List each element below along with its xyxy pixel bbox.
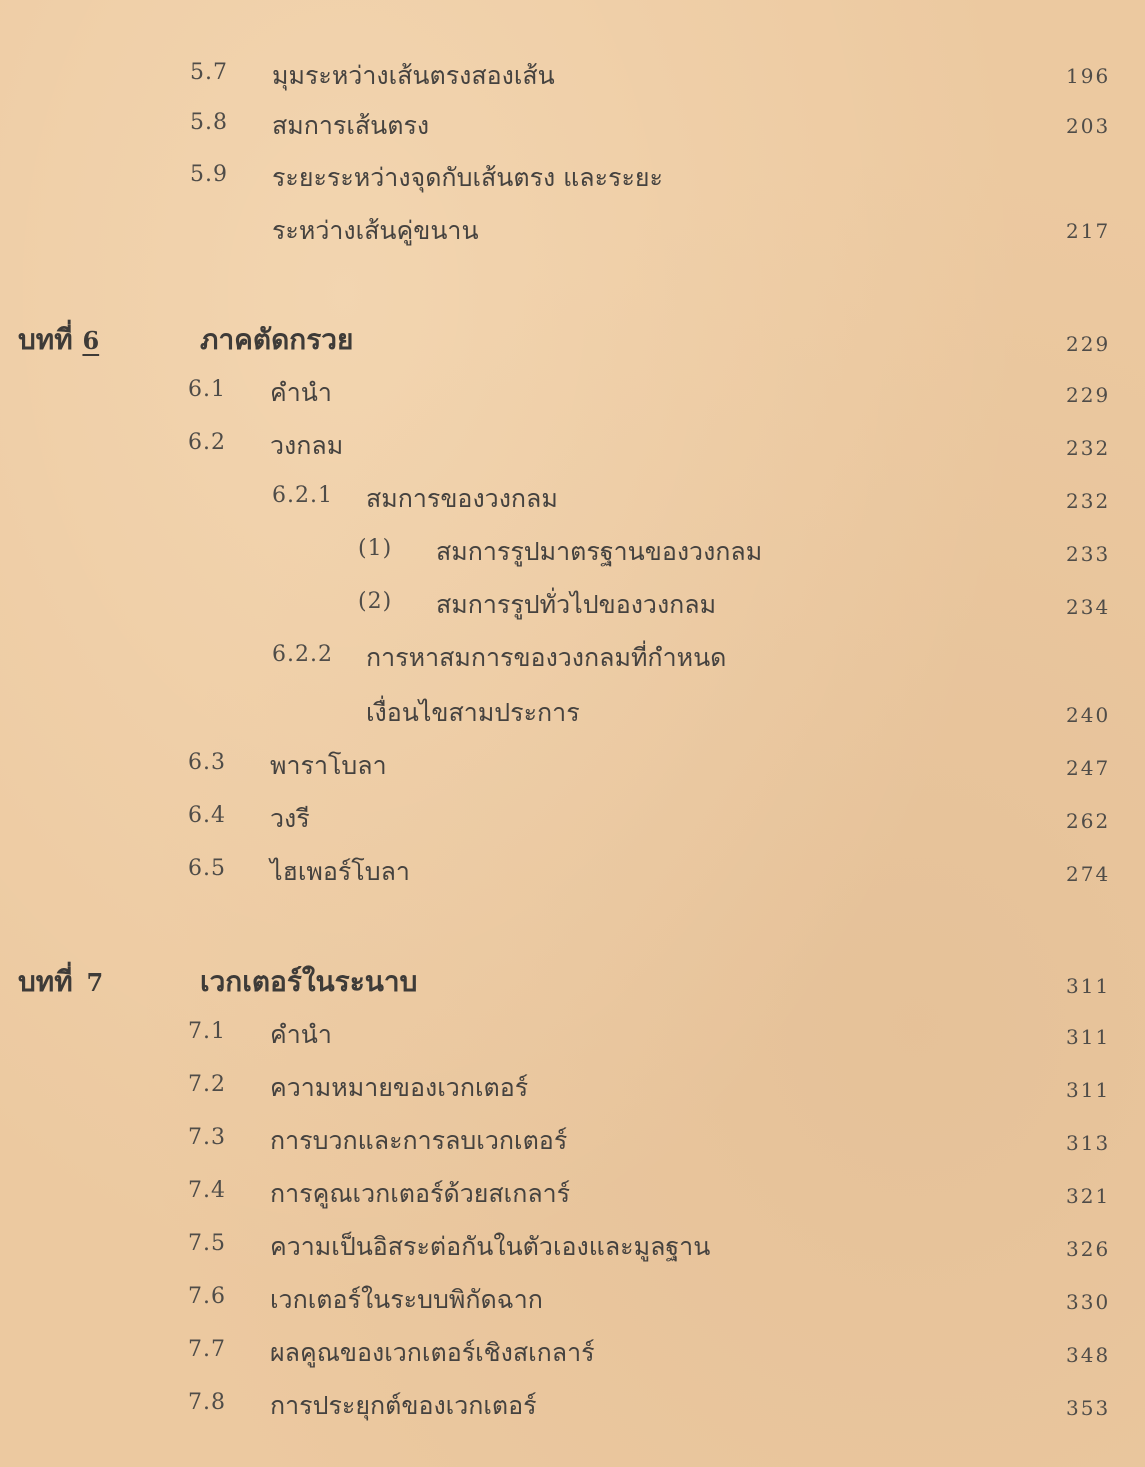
section-title: พาราโบลา <box>270 751 387 780</box>
chapter-title: ภาคตัดกรวย <box>200 323 354 356</box>
toc-entry-7-3 <box>0 1123 1145 1163</box>
page-number: 313 <box>1066 1131 1111 1155</box>
section-title: คำนำ <box>270 1020 332 1049</box>
section-title: ผลคูณของเวกเตอร์เชิงสเกลาร์ <box>270 1338 595 1367</box>
chapter-title: เวกเตอร์ในระนาบ <box>200 965 418 998</box>
section-number: 6.5 <box>188 856 226 881</box>
page-number: 232 <box>1066 436 1111 460</box>
toc-entry-6-2-1-1 <box>0 534 1145 574</box>
section-title: วงรี <box>270 804 310 833</box>
toc-entry-6-2-1-2 <box>0 587 1145 627</box>
section-number: 6.3 <box>188 750 226 775</box>
page-number: 203 <box>1066 114 1111 138</box>
page-number: 196 <box>1066 64 1111 88</box>
toc-entry-7-4 <box>0 1176 1145 1216</box>
page-number: 326 <box>1066 1237 1111 1261</box>
toc-entry-7-5 <box>0 1229 1145 1269</box>
section-title: ระยะระหว่างจุดกับเส้นตรง และระยะ <box>272 163 663 192</box>
page-number: 234 <box>1066 595 1111 619</box>
toc-entry-6-2-1 <box>0 481 1145 521</box>
page-number: 321 <box>1066 1184 1111 1208</box>
page-number: 311 <box>1066 1025 1111 1049</box>
section-number: 7.7 <box>188 1337 226 1362</box>
section-title: สมการรูปมาตรฐานของวงกลม <box>436 537 763 566</box>
toc-entry-6-2-2 <box>0 640 1145 680</box>
section-number: 7.2 <box>188 1072 226 1097</box>
toc-entry-6-1 <box>0 375 1145 415</box>
page-number: 353 <box>1066 1396 1111 1420</box>
section-number: 7.3 <box>188 1125 226 1150</box>
page-number: 311 <box>1066 974 1111 998</box>
toc-entry-7-1 <box>0 1017 1145 1057</box>
section-title-line2: ระหว่างเส้นคู่ขนาน <box>272 216 479 245</box>
section-number: 5.8 <box>190 110 228 135</box>
toc-entry-7-8 <box>0 1388 1145 1428</box>
toc-entry-7-2 <box>0 1070 1145 1110</box>
toc-entry-5-9-cont <box>0 213 1145 253</box>
page-number: 229 <box>1066 332 1111 356</box>
toc-entry-7-6 <box>0 1282 1145 1322</box>
toc-entry-6-2 <box>0 428 1145 468</box>
section-number: 6.2.1 <box>272 483 333 508</box>
page-number: 229 <box>1066 383 1111 407</box>
section-title: การบวกและการลบเวกเตอร์ <box>270 1126 568 1155</box>
section-number: 6.4 <box>188 803 226 828</box>
section-number: (1) <box>358 536 393 561</box>
toc-entry-5-8 <box>0 108 1145 148</box>
page-number: 232 <box>1066 489 1111 513</box>
section-title: การหาสมการของวงกลมที่กำหนด <box>366 643 727 672</box>
page-number: 262 <box>1066 809 1111 833</box>
page-number: 247 <box>1066 756 1111 780</box>
chapter-label: บทที่ 7 <box>18 965 104 998</box>
page-number: 274 <box>1066 862 1111 886</box>
section-number: 5.7 <box>190 60 228 85</box>
section-number: 5.9 <box>190 162 228 187</box>
section-number: 6.2 <box>188 430 226 455</box>
toc-entry-7-7 <box>0 1335 1145 1375</box>
section-number: (2) <box>358 589 393 614</box>
page-number: 233 <box>1066 542 1111 566</box>
toc-entry-6-5 <box>0 854 1145 894</box>
section-title: สมการเส้นตรง <box>272 111 430 140</box>
page-number: 348 <box>1066 1343 1111 1367</box>
section-title: วงกลม <box>270 431 344 460</box>
toc-entry-6-3 <box>0 748 1145 788</box>
page-number: 311 <box>1066 1078 1111 1102</box>
section-title-line2: เงื่อนไขสามประการ <box>366 698 580 727</box>
section-title: สมการของวงกลม <box>366 484 558 513</box>
section-number: 7.6 <box>188 1284 226 1309</box>
section-number: 6.1 <box>188 377 226 402</box>
chapter-label: บทที่ 6 <box>18 323 100 356</box>
chapter-6-heading <box>0 322 1145 362</box>
section-title: การคูณเวกเตอร์ด้วยสเกลาร์ <box>270 1179 571 1208</box>
page-number: 330 <box>1066 1290 1111 1314</box>
page-number: 217 <box>1066 219 1111 243</box>
section-title: ความหมายของเวกเตอร์ <box>270 1073 529 1102</box>
toc-entry-5-7 <box>0 58 1145 98</box>
section-number: 7.5 <box>188 1231 226 1256</box>
section-title: ไฮเพอร์โบลา <box>270 857 410 886</box>
section-number: 7.4 <box>188 1178 226 1203</box>
section-title: สมการรูปทั่วไปของวงกลม <box>436 590 717 619</box>
section-title: มุมระหว่างเส้นตรงสองเส้น <box>272 61 555 90</box>
section-number: 7.1 <box>188 1019 226 1044</box>
chapter-7-heading <box>0 964 1145 1004</box>
section-number: 6.2.2 <box>272 642 333 667</box>
toc-entry-6-4 <box>0 801 1145 841</box>
section-title: เวกเตอร์ในระบบพิกัดฉาก <box>270 1285 543 1314</box>
toc-entry-6-2-2-cont <box>0 695 1145 735</box>
section-title: การประยุกต์ของเวกเตอร์ <box>270 1391 537 1420</box>
section-title: คำนำ <box>270 378 332 407</box>
section-number: 7.8 <box>188 1390 226 1415</box>
page-number: 240 <box>1066 703 1111 727</box>
section-title: ความเป็นอิสระต่อกันในตัวเองและมูลฐาน <box>270 1232 711 1261</box>
toc-entry-5-9 <box>0 160 1145 200</box>
